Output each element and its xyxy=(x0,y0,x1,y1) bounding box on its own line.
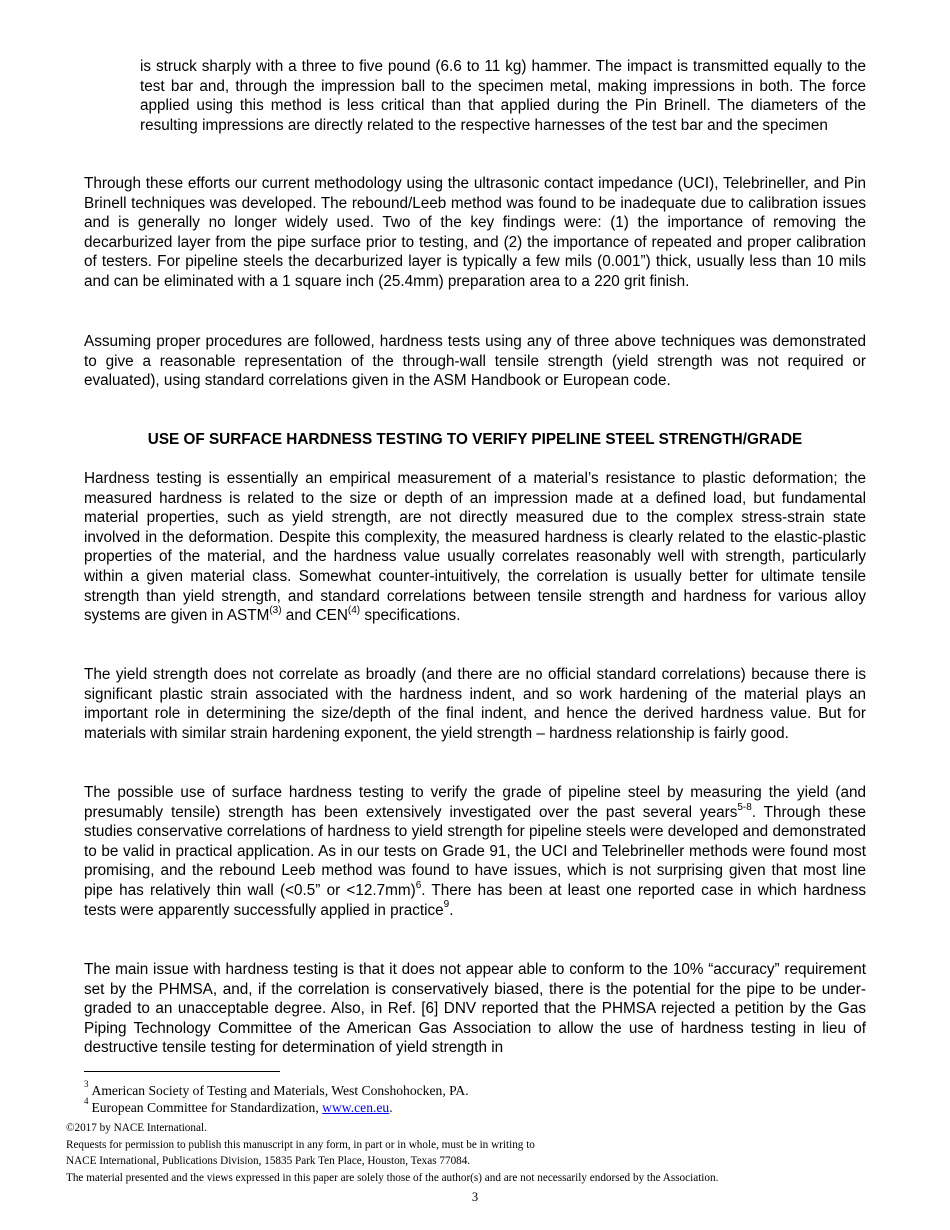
address-line: NACE International, Publications Division, 15835 Park Ten Place, Houston, Texas 77084. xyxy=(66,1155,471,1167)
page-number: 3 xyxy=(471,1190,479,1204)
permission-line: Requests for permission to publish this manuscript in any form, in part or in whole, must be in writing to xyxy=(66,1139,535,1151)
paragraph-text: specifications. xyxy=(360,607,461,625)
reference-superscript: 6 xyxy=(415,879,422,891)
paragraph-procedures: Assuming proper procedures are followed, hardness tests using any of three above techniques was demonstrated to give a reasonable representation of the through-wall tensile strength (yield strength was not required or evaluated), using standard correlations given in the ASM Handbook or European code. xyxy=(84,333,866,390)
paragraph-hardness-testing xyxy=(84,469,866,626)
reference-superscript: 5-8 xyxy=(737,801,752,813)
paragraph-pipeline-grade xyxy=(84,783,866,920)
paragraph-text: . Through these studies conservative correlations of hardness to yield strength for pipeline steels were developed and demonstrated to be valid in practical application. As in our tests on Grade 91, the UCI and Telebrineller methods were found most promising, and the rebound Leeb method was found to have issues, which is not surprising given that most line pipe has relatively thin wall (<0.5” or <12.7mm) xyxy=(84,803,866,899)
footnote-4 xyxy=(84,1096,866,1116)
footnote-text: . xyxy=(389,1100,393,1115)
footnote-mark: 4 xyxy=(84,1096,89,1107)
reference-superscript: (4) xyxy=(347,605,361,617)
footnote-text: European Committee for Standardization, xyxy=(91,1100,323,1115)
footnote-divider xyxy=(84,1071,280,1072)
footnote-mark: 3 xyxy=(84,1079,89,1090)
paragraph-yield-strength: The yield strength does not correlate as broadly (and there are no official standard correlations) because there is significant plastic strain associated with the hardness indent, and so work hardening of the material plays an important role in determining the size/depth of the final indent, and hence the derived hardness value. But for materials with similar strain hardening exponent, the yield strength – hardness relationship is fairly good. xyxy=(84,666,866,742)
reference-superscript: (3) xyxy=(269,605,282,617)
cen-website-link[interactable]: www.cen.eu xyxy=(322,1100,390,1115)
footnote-text: American Society of Testing and Materials, West Conshohocken, PA. xyxy=(91,1083,469,1098)
paragraph-text: The possible use of surface hardness testing to verify the grade of pipeline steel by measuring the yield (and presumably tensile) strength has been extensively investigated over the past several years xyxy=(84,784,866,821)
paragraph-text: Hardness testing is essentially an empirical measurement of a material’s resistance to plastic deformation; the measured hardness is related to the size or depth of an impression made at a defined load, but fundamental material properties, such as yield strength, are not directly measured due to the complex stress-strain state involved in the deformation. Despite this complexity, the measured hardness is clearly related to the elastic-plastic properties of the material, and the hardness value usually correlates reasonably well with strength, particularly within a given material class. Somewhat counter-intuitively, the correlation is usually better for ultimate tensile strength than yield strength, and standard correlations between tensile strength and hardness for various alloy systems are given in ASTM xyxy=(84,470,866,625)
footnote-3 xyxy=(84,1079,866,1099)
paragraph-text: and CEN xyxy=(281,607,348,625)
reference-superscript: 9 xyxy=(443,899,450,911)
disclaimer-line: The material presented and the views expressed in this paper are solely those of the author(s) and are not necessarily endorsed by the Association. xyxy=(66,1172,719,1184)
paragraph-text: . xyxy=(449,901,454,919)
indented-paragraph: is struck sharply with a three to five pound (6.6 to 11 kg) hammer. The impact is transmitted equally to the test bar and, through the impression ball to the specimen metal, making impressions in both. The force applied using this method is less critical than that applied during the Pin Brinell. The diameters of the resulting impressions are directly related to the respective harnesses of the test bar and the specimen xyxy=(140,58,866,134)
copyright-line: ©2017 by NACE International. xyxy=(66,1122,207,1134)
paragraph-text: . There has been at least one reported case in which hardness tests were apparently successfully applied in practice xyxy=(84,881,866,919)
paragraph-main-issue: The main issue with hardness testing is that it does not appear able to conform to the 10% “accuracy” requirement set by the PHMSA, and, if the correlation is conservatively biased, there is the potential for the pipe to be under-graded to an unacceptable degree. Also, in Ref. [6] DNV reported that the PHMSA rejected a petition by the Gas Piping Technology Committee of the American Gas Association to allow the use of hardness testing in lieu of destructive tensile testing for determination of yield strength in xyxy=(84,961,866,1057)
paragraph-methodology: Through these efforts our current methodology using the ultrasonic contact impedance (UCI), Telebrineller, and Pin Brinell techniques was developed. The rebound/Leeb method was found to be inadequate due to calibration issues and is generally no longer widely used. Two of the key findings were: (1) the importance of removing the decarburized layer from the pipe surface prior to testing, and (2) the importance of repeated and proper calibration of testers. For pipeline steels the decarburized layer is typically a few mils (0.001”) thick, usually less than 10 mils and can be eliminated with a 1 square inch (25.4mm) preparation area to a 220 grit finish. xyxy=(84,175,866,290)
section-heading: USE OF SURFACE HARDNESS TESTING TO VERIFY PIPELINE STEEL STRENGTH/GRADE xyxy=(147,431,803,448)
